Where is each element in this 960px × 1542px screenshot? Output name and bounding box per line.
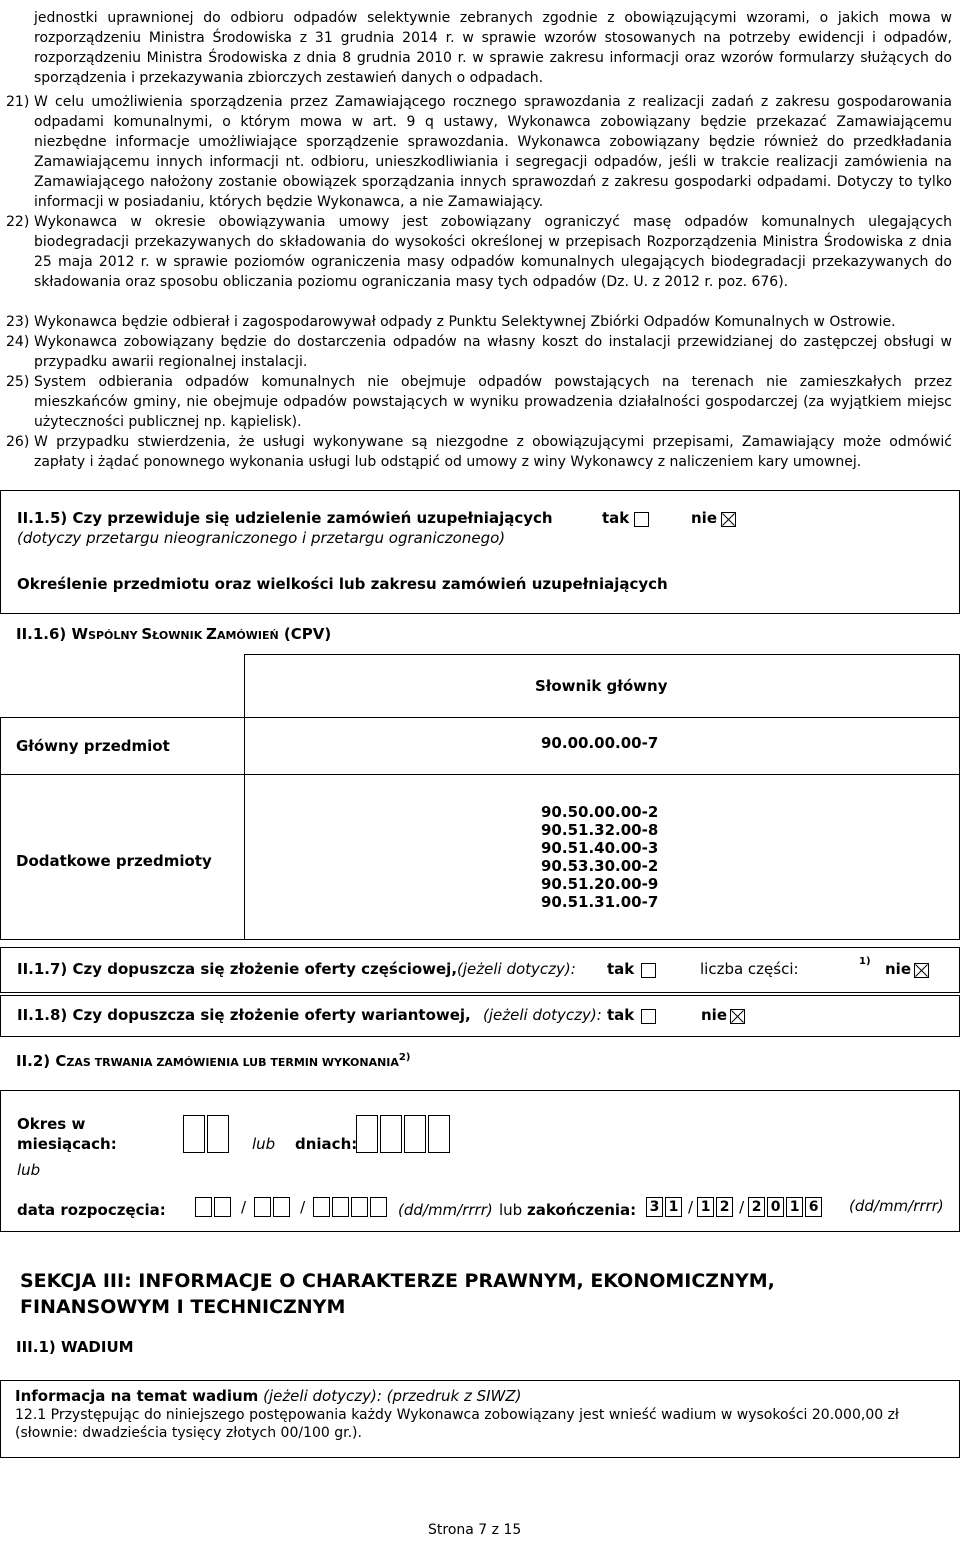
cpv-code: 90.51.40.00-3	[541, 839, 659, 857]
date-format-hint: (dd/mm/rrrr)	[849, 1197, 944, 1215]
cpv-add-label: Dodatkowe przedmioty	[16, 852, 212, 870]
lub-label: lub	[252, 1135, 276, 1153]
ii-2-heading: II.2) CZAS TRWANIA ZAMÓWIENIA LUB TERMIN WYKONANIA$^{2)}$	[16, 1052, 411, 1070]
lub-label: lub	[499, 1201, 523, 1219]
zakonczenia-label: zakończenia:	[527, 1201, 637, 1219]
nie-checkbox[interactable]	[914, 963, 929, 978]
cpv-code: 90.51.32.00-8	[541, 821, 659, 839]
item-number: 23)	[6, 314, 30, 330]
okres-label-line1: Okres w	[17, 1115, 86, 1133]
wadium-line1: 12.1 Przystępując do niniejszego postępowania każdy Wykonawca zobowiązany jest wnieść wadium w wysokości 20.000,00 zł	[15, 1407, 899, 1423]
nie-label: nie	[691, 509, 717, 527]
cpv-code: 90.51.31.00-7	[541, 893, 659, 911]
page-number: Strona 7 z 15	[428, 1522, 522, 1538]
iii-1-heading: III.1) WADIUM	[16, 1338, 134, 1356]
ii-1-6-heading: II.1.6) WSPÓLNY SŁOWNIK ZAMÓWIEŃ (CPV)	[16, 625, 332, 643]
okres-box	[0, 1090, 960, 1232]
liczba-czesci-label: liczba części:	[700, 960, 799, 978]
wadium-box	[0, 1380, 960, 1458]
sekcja-iii-heading: SEKCJA III: INFORMACJE O CHARAKTERZE PRAWNYM, EKONOMICZNYM, FINANSOWYM I TECHNICZNYM	[20, 1270, 775, 1318]
item-number: 22)	[6, 214, 30, 230]
date-format-hint: (dd/mm/rrrr)	[398, 1201, 493, 1219]
wadium-heading: Informacja na temat wadium (jeżeli dotyczy): (przedruk z SIWZ)	[15, 1387, 522, 1405]
end-date-boxes[interactable]: 3 1 / 1 2 / 2 0 1 6	[646, 1197, 824, 1217]
section-ii-1-7-box	[0, 947, 960, 993]
list-item: W przypadku stwierdzenia, że usługi wykonywane są niezgodne z obowiązującymi przepisami, Zamawiający może odmówić zapłaty i żądać ponownego wykonania usługi lub odstąpić od umowy z winy Wykonawcy z naliczeniem kary umownej.	[34, 434, 952, 470]
tak-checkbox[interactable]	[634, 512, 649, 527]
cpv-main-code-cell	[244, 717, 960, 775]
cpv-header-cell	[244, 654, 960, 718]
data-rozpoczecia-label: data rozpoczęcia:	[17, 1201, 166, 1219]
wadium-line2: (słownie: dwadzieścia tysięcy złotych 00/100 gr.).	[15, 1425, 362, 1441]
cpv-header: Słownik główny	[535, 677, 668, 695]
item-number: 26)	[6, 434, 30, 450]
ii-1-7-note: (jeżeli dotyczy):	[457, 960, 576, 978]
cpv-main-label: Główny przedmiot	[16, 737, 170, 755]
footnote-ref: 1)	[859, 956, 871, 967]
ii-1-8-title: II.1.8) Czy dopuszcza się złożenie oferty wariantowej,	[17, 1006, 471, 1024]
cpv-main-label-cell	[0, 717, 245, 775]
months-boxes[interactable]	[183, 1115, 231, 1153]
cpv-code: 90.50.00.00-2	[541, 803, 659, 821]
cpv-add-codes	[541, 803, 658, 911]
tak-label: tak	[602, 509, 630, 527]
item-number: 24)	[6, 334, 30, 350]
dniach-label: dniach:	[295, 1135, 358, 1153]
cpv-code: 90.51.20.00-9	[541, 875, 659, 893]
okreslenie-heading: Określenie przedmiotu oraz wielkości lub zakresu zamówień uzupełniających	[17, 575, 668, 593]
list-item: W celu umożliwienia sporządzenia przez Zamawiającego rocznego sprawozdania z realizacji zadań z zakresu gospodarowania odpadami komunalnymi, o którym mowa w art. 9 q ustawy, Wykonawca zobowiązany będzie przekazać Zamawiającemu niezbędne informacje umożliwiające sporządzenie sprawozdania. Wykonawca zobowiązany będzie również do przedkładania Zamawiającemu innych informacji nt. odbioru, unieszkodliwiania i segregacji odpadów, jeśli w trakcie realizacji zamówienia na Zamawiającego nałożony zostanie obowiązek sporządzania innych sprawozdań z zakresu gospodarki odpadami. Dotyczy to tylko informacji w posiadaniu, których będzie Wykonawca, a nie Zamawiający.	[34, 94, 952, 210]
cpv-main-code: 90.00.00.00-7	[541, 734, 659, 752]
item-number: 25)	[6, 374, 30, 390]
list-item: System odbierania odpadów komunalnych nie obejmuje odpadów powstających na terenach nie zamieszkałych przez mieszkańców gminy, nie obejmuje odpadów powstających w wyniku prowadzenia działalności gospodarczej (za wyjątkiem miejsc użyteczności publicznej np. kąpielisk).	[34, 374, 952, 430]
tak-checkbox[interactable]	[641, 1009, 656, 1024]
section-ii-1-8-box	[0, 995, 960, 1037]
ii-1-7-title: II.1.7) Czy dopuszcza się złożenie oferty częściowej,	[17, 960, 458, 978]
ii-1-5-title: II.1.5) Czy przewiduje się udzielenie zamówień uzupełniających	[17, 509, 553, 527]
cpv-code: 90.53.30.00-2	[541, 857, 659, 875]
nie-label: nie	[701, 1006, 727, 1024]
list-item: Wykonawca w okresie obowiązywania umowy jest zobowiązany ograniczyć masę odpadów komunalnych ulegających biodegradacji przekazywanych do składowania do wysokości określonej w przepisach Rozporządzenia Ministra Środowiska z dnia 25 maja 2012 r. w sprawie poziomów ograniczenia masy odpadów komunalnych ulegających biodegradacji przekazywanych do składowania oraz sposobu obliczania poziomu ograniczania masy tych odpadów (Dz. U. z 2012 r. poz. 676).	[34, 214, 952, 290]
tak-label: tak	[607, 960, 635, 978]
tak-checkbox[interactable]	[641, 963, 656, 978]
nie-checkbox[interactable]	[721, 512, 736, 527]
days-boxes[interactable]	[356, 1115, 452, 1153]
nie-label: nie	[885, 960, 911, 978]
tak-label: tak	[607, 1006, 635, 1024]
ii-1-5-subtitle: (dotyczy przetargu nieograniczonego i przetargu ograniczonego)	[17, 529, 506, 547]
intro-paragraph: jednostki uprawnionej do odbioru odpadów selektywnie zebranych zgodnie z obowiązującymi wzorami, o jakich mowa w rozporządzeniu Ministra Środowiska z 31 grudnia 2014 r. w sprawie wzorów stosowanych na potrzeby ewidencji i odpadów, rozporządzeniu Ministra Środowiska z dnia 8 grudnia 2010 r. w sprawie zakresu informacji oraz wzorów formularzy służących do sporządzenia i przekazywania zbiorczych zestawień danych o odpadach.	[34, 10, 952, 86]
start-date-boxes[interactable]: / /	[195, 1197, 389, 1217]
lub-label: lub	[17, 1161, 41, 1179]
list-item: Wykonawca będzie odbierał i zagospodarowywał odpady z Punktu Selektywnej Zbiórki Odpadów Komunalnych w Ostrowie.	[34, 314, 896, 330]
nie-checkbox[interactable]	[730, 1009, 745, 1024]
list-item: Wykonawca zobowiązany będzie do dostarczenia odpadów na własny koszt do instalacji przewidzianej do zastępczej obsługi w przypadku awarii regionalnej instalacji.	[34, 334, 952, 370]
okres-label-line2: miesiącach:	[17, 1135, 117, 1153]
section-ii-1-5-box	[0, 490, 960, 614]
cpv-add-label-cell	[0, 774, 245, 940]
ii-1-8-note: (jeżeli dotyczy):	[483, 1006, 602, 1024]
cpv-add-codes-cell	[244, 774, 960, 940]
item-number: 21)	[6, 94, 30, 110]
